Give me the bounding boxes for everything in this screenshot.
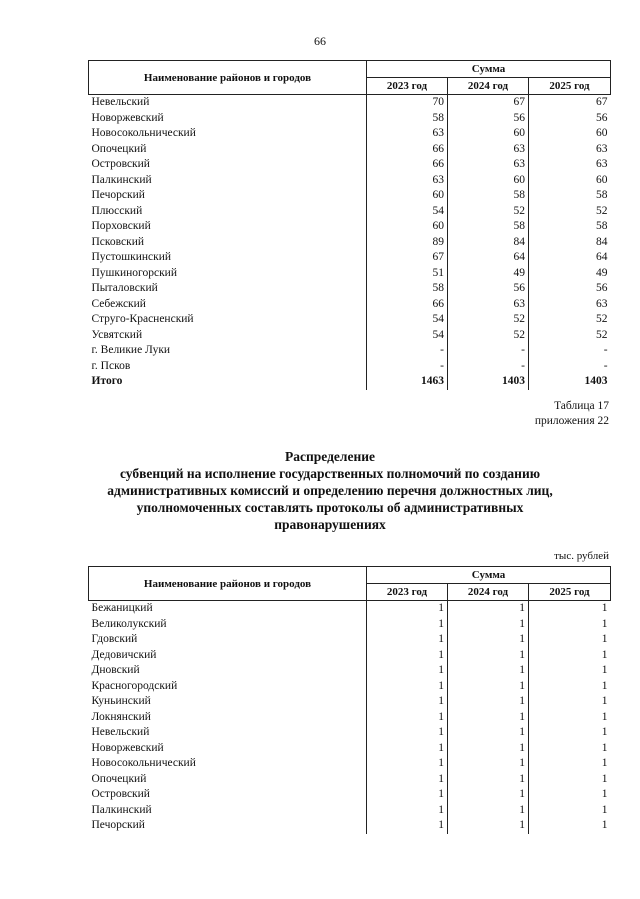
amount-2024: 56 (448, 111, 529, 127)
amount-2023: 1 (367, 694, 448, 710)
amount-2023: 1 (367, 803, 448, 819)
title-line: Распределение (284, 449, 376, 464)
amount-2025: 1 (529, 772, 611, 788)
table-row (89, 111, 611, 127)
amount-2024: 1403 (448, 374, 529, 390)
amount-2025: - (529, 343, 611, 359)
district-name: Гдовский (91, 633, 138, 645)
amount-2025: 1403 (529, 374, 611, 390)
amount-2024: 58 (448, 219, 529, 235)
amount-2024: 1 (448, 756, 529, 772)
header-year-2023: 2023 год (367, 584, 448, 601)
amount-2024: 1 (448, 741, 529, 757)
amount-2024: 64 (448, 250, 529, 266)
header-year-2024: 2024 год (448, 584, 529, 601)
page-number: 66 (314, 34, 326, 48)
amount-2023: 1 (367, 710, 448, 726)
amount-2023: 1 (367, 741, 448, 757)
district-name: Бежаницкий (91, 602, 153, 614)
amount-2025: 1 (529, 648, 611, 664)
table-row (89, 281, 611, 297)
table-row (89, 617, 611, 633)
district-name: Струго-Красненский (91, 313, 194, 325)
amount-2024: 58 (448, 188, 529, 204)
amount-2023: 1 (367, 679, 448, 695)
amount-2025: 67 (529, 95, 611, 111)
district-name: Усвятский (91, 328, 143, 341)
amount-2023: - (367, 359, 448, 375)
amount-2023: 58 (367, 111, 448, 127)
amount-2025: 1 (529, 663, 611, 679)
table-row (89, 95, 611, 111)
district-name: Итого (91, 375, 123, 387)
district-name: Великолукский (91, 617, 167, 630)
amount-2023: 66 (367, 142, 448, 158)
header-name: Наименование районов и городов (89, 61, 367, 95)
amount-2025: 84 (529, 235, 611, 251)
header-year-2025: 2025 год (529, 584, 611, 601)
table-row (89, 142, 611, 158)
district-name: Островский (91, 788, 150, 800)
amount-2025: 1 (529, 694, 611, 710)
amount-2024: 1 (448, 694, 529, 710)
amount-2023: 60 (367, 219, 448, 235)
amount-2025: 1 (529, 741, 611, 757)
district-name: Опочецкий (91, 772, 147, 785)
amount-2023: 66 (367, 297, 448, 313)
header-year-2023: 2023 год (367, 78, 448, 95)
table-row (89, 694, 611, 710)
amount-2023: 51 (367, 266, 448, 282)
amount-2025: 49 (529, 266, 611, 282)
amount-2024: 1 (448, 663, 529, 679)
district-name: Новосокольнический (91, 127, 196, 139)
table-row (89, 772, 611, 788)
title-line: административных комиссий и определению перечня должностных лиц, (107, 483, 553, 498)
table-row (89, 818, 611, 834)
district-name: Плюсский (91, 204, 143, 217)
header-name: Наименование районов и городов (89, 567, 367, 601)
table-row (89, 157, 611, 173)
title-line: субвенций на исполнение государственных полномочий по созданию (119, 466, 541, 481)
amount-2023: 1463 (367, 374, 448, 390)
table-row (89, 126, 611, 142)
district-name: Локнянский (91, 710, 151, 723)
amount-2024: 1 (448, 710, 529, 726)
amount-2024: 63 (448, 157, 529, 173)
amount-2024: 1 (448, 725, 529, 741)
amount-2024: 60 (448, 126, 529, 142)
amount-2024: 60 (448, 173, 529, 189)
amount-2025: 1 (529, 632, 611, 648)
district-name: Печорский (91, 189, 145, 201)
district-name: Палкинский (91, 803, 152, 816)
amount-2025: 63 (529, 297, 611, 313)
district-name: Невельский (91, 96, 150, 108)
table-row (89, 173, 611, 189)
amount-2025: 1 (529, 617, 611, 633)
amount-2025: 56 (529, 111, 611, 127)
section-title (80, 448, 580, 533)
amount-2025: 58 (529, 219, 611, 235)
amount-2025: 60 (529, 173, 611, 189)
table-row (89, 266, 611, 282)
district-name: Дновский (91, 664, 140, 676)
allocation-table-continued (88, 60, 611, 390)
amount-2025: 1 (529, 725, 611, 741)
table-row (89, 219, 611, 235)
amount-2024: 1 (448, 617, 529, 633)
title-line: правонарушениях (274, 517, 386, 532)
amount-2024: 49 (448, 266, 529, 282)
amount-2023: 1 (367, 725, 448, 741)
amount-2025: 64 (529, 250, 611, 266)
amount-2025: 56 (529, 281, 611, 297)
amount-2024: 1 (448, 818, 529, 834)
amount-2023: 1 (367, 756, 448, 772)
table-row (89, 235, 611, 251)
amount-2023: 1 (367, 601, 448, 617)
district-name: Пустошкинский (91, 251, 172, 263)
amount-2023: 63 (367, 173, 448, 189)
district-name: Новоржевский (91, 741, 164, 754)
amount-2025: 52 (529, 204, 611, 220)
amount-2025: 63 (529, 157, 611, 173)
amount-2025: 1 (529, 679, 611, 695)
table-row (89, 741, 611, 757)
table-row (89, 204, 611, 220)
amount-2025: 1 (529, 710, 611, 726)
district-name: г. Псков (91, 359, 131, 372)
amount-2023: 63 (367, 126, 448, 142)
table-row (89, 601, 611, 617)
amount-2023: 67 (367, 250, 448, 266)
district-name: Опочецкий (91, 142, 147, 155)
title-line: уполномоченных составлять протоколы об административных (136, 500, 524, 515)
amount-2024: 56 (448, 281, 529, 297)
table-row (89, 359, 611, 375)
amount-2024: 67 (448, 95, 529, 111)
total-row (89, 374, 611, 390)
amount-2023: - (367, 343, 448, 359)
amount-2023: 1 (367, 617, 448, 633)
table-row (89, 328, 611, 344)
district-name: Псковский (91, 235, 145, 248)
district-name: Себежский (91, 297, 146, 310)
district-name: Пушкиногорский (91, 266, 177, 279)
amount-2024: 52 (448, 204, 529, 220)
table-row (89, 648, 611, 664)
amount-2024: 1 (448, 601, 529, 617)
amount-2024: 52 (448, 328, 529, 344)
table-row (89, 250, 611, 266)
header-sum: Сумма (367, 567, 611, 584)
table-row (89, 632, 611, 648)
amount-2025: 1 (529, 818, 611, 834)
district-name: Палкинский (91, 173, 152, 186)
amount-2024: 52 (448, 312, 529, 328)
amount-2025: 60 (529, 126, 611, 142)
district-name: г. Великие Луки (91, 344, 171, 356)
amount-2024: 1 (448, 632, 529, 648)
amount-2024: - (448, 343, 529, 359)
table-row (89, 756, 611, 772)
district-name: Островский (91, 158, 150, 170)
table-row (89, 188, 611, 204)
amount-2025: 52 (529, 312, 611, 328)
amount-2023: 54 (367, 312, 448, 328)
amount-2024: 63 (448, 297, 529, 313)
amount-2023: 1 (367, 648, 448, 664)
amount-2023: 54 (367, 328, 448, 344)
amount-2023: 89 (367, 235, 448, 251)
amount-2023: 54 (367, 204, 448, 220)
amount-2023: 58 (367, 281, 448, 297)
amount-2023: 70 (367, 95, 448, 111)
amount-2025: 1 (529, 803, 611, 819)
amount-2024: 1 (448, 787, 529, 803)
amount-2025: 52 (529, 328, 611, 344)
district-name: Куньинский (91, 695, 151, 707)
amount-2024: 1 (448, 648, 529, 664)
amount-2025: 1 (529, 787, 611, 803)
amount-2023: 1 (367, 663, 448, 679)
table-row (89, 679, 611, 695)
amount-2024: - (448, 359, 529, 375)
amount-2025: 58 (529, 188, 611, 204)
table-row (89, 710, 611, 726)
amount-2023: 1 (367, 787, 448, 803)
table-row (89, 803, 611, 819)
district-name: Печорский (91, 819, 145, 831)
table-row (89, 787, 611, 803)
units-label: тыс. рублей (554, 550, 609, 562)
amount-2023: 1 (367, 772, 448, 788)
amount-2023: 1 (367, 632, 448, 648)
district-name: Красногородский (91, 679, 178, 692)
amount-2023: 1 (367, 818, 448, 834)
amount-2025: 1 (529, 601, 611, 617)
amount-2025: - (529, 359, 611, 375)
amount-2023: 66 (367, 157, 448, 173)
table-number: Таблица 17 (554, 400, 609, 412)
district-name: Дедовичский (91, 648, 157, 661)
amount-2025: 1 (529, 756, 611, 772)
district-name: Новосокольнический (91, 757, 196, 769)
table-row (89, 343, 611, 359)
district-name: Порховский (91, 220, 151, 232)
header-year-2025: 2025 год (529, 78, 611, 95)
amount-2024: 84 (448, 235, 529, 251)
district-name: Новоржевский (91, 111, 164, 124)
subvention-table (88, 566, 611, 834)
district-name: Невельский (91, 726, 150, 738)
amount-2023: 60 (367, 188, 448, 204)
table-row (89, 312, 611, 328)
table-row (89, 725, 611, 741)
amount-2024: 63 (448, 142, 529, 158)
table-row (89, 663, 611, 679)
table-caption (535, 399, 609, 429)
district-name: Пыталовский (91, 282, 158, 294)
header-year-2024: 2024 год (448, 78, 529, 95)
appendix-ref: приложения 22 (534, 415, 609, 427)
table-row (89, 297, 611, 313)
amount-2024: 1 (448, 803, 529, 819)
header-sum: Сумма (367, 61, 611, 78)
amount-2025: 63 (529, 142, 611, 158)
amount-2024: 1 (448, 772, 529, 788)
amount-2024: 1 (448, 679, 529, 695)
